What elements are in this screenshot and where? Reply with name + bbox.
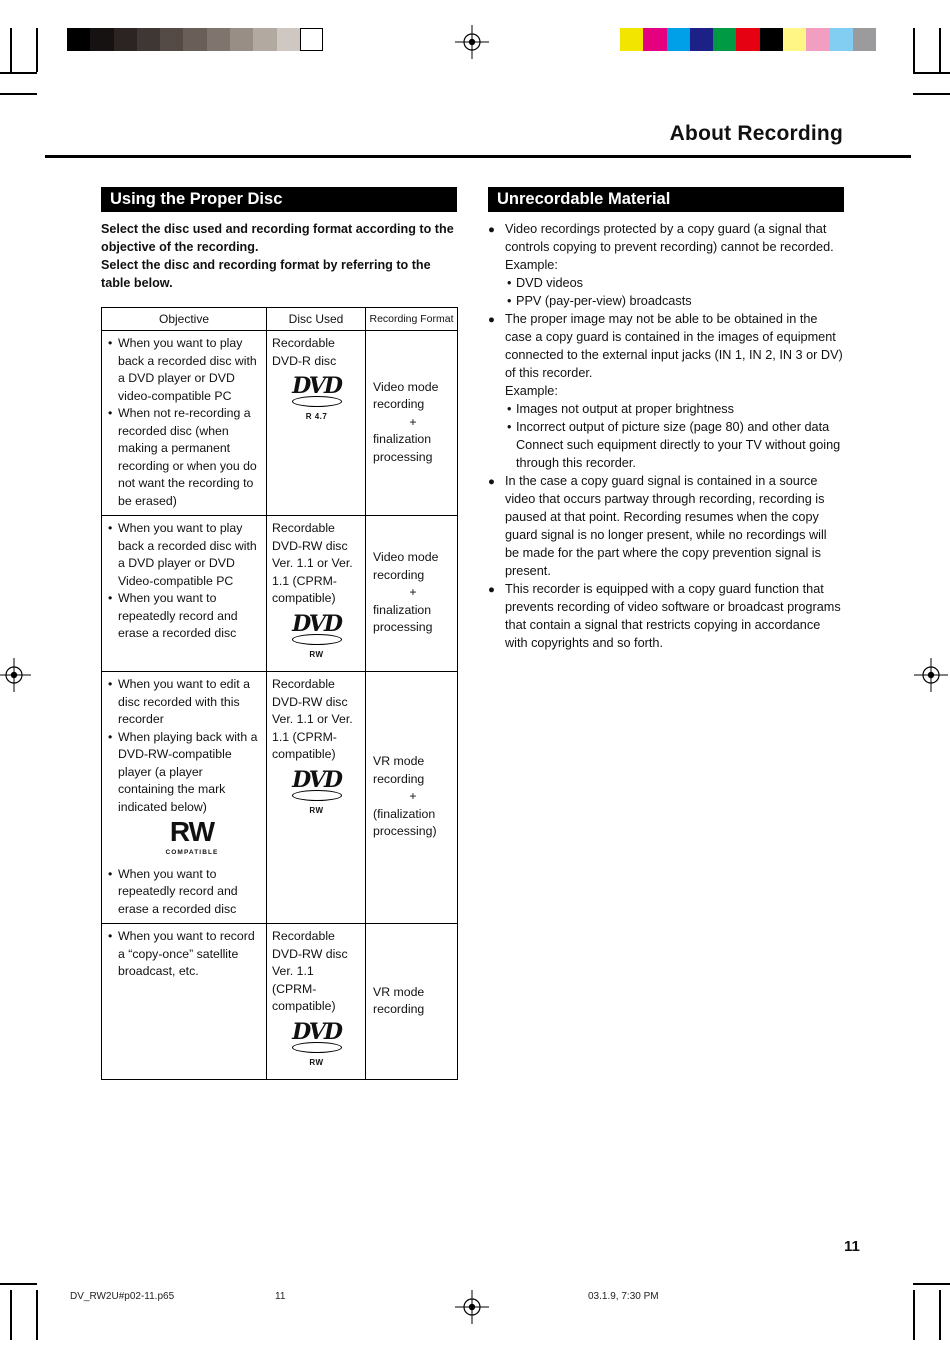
table-row (102, 672, 458, 924)
format-line: (finalization processing) (373, 806, 437, 839)
disc-text: Recordable DVD-RW disc Ver. 1.1 (CPRM-compatible) (272, 929, 348, 1013)
grayscale-swatch (300, 28, 323, 51)
dvd-logo-word: DVD (292, 610, 341, 637)
disc-used-cell (267, 924, 366, 1080)
header-rule (45, 155, 911, 158)
crop-mark (913, 1283, 950, 1285)
disc-format-table (101, 307, 458, 1080)
section-title-using-proper-disc: Using the Proper Disc (101, 187, 457, 212)
objective-cell (102, 516, 267, 672)
format-line: VR mode recording (373, 984, 425, 1016)
format-line: Video mode recording (373, 550, 439, 582)
example-bullet: • DVD videos (505, 274, 844, 292)
objective-item: • When you want to repeatedly record and erase a recorded disc (107, 590, 262, 643)
objective-item: • When you want to play back a recorded disc with a DVD player or DVD Video-compatible PC (107, 520, 262, 590)
color-swatch (690, 28, 713, 51)
crop-mark (10, 1290, 12, 1340)
color-swatch (806, 28, 829, 51)
color-swatch (783, 28, 806, 51)
rw-compatible-logo (153, 816, 231, 862)
disc-used-cell (267, 516, 366, 672)
dvd-logo-sub: R 4.7 (305, 412, 328, 421)
footer-file-name: DV_RW2U#p02-11.p65 (70, 1291, 175, 1302)
dvd-logo-sub: RW (309, 649, 324, 659)
table-row (102, 516, 458, 672)
grayscale-calibration-bar (67, 28, 323, 51)
format-line-plus: + (409, 585, 417, 600)
grayscale-swatch (230, 28, 253, 51)
rw-logo-word: RW (169, 816, 215, 847)
example-label: Example: (505, 384, 558, 398)
grayscale-swatch (160, 28, 183, 51)
crop-mark (0, 93, 37, 95)
list-item (488, 472, 844, 580)
example-bullet: • Incorrect output of picture size (page 80) and other data Connect such equipment directly to your TV without going through this recorder. (505, 418, 844, 472)
dvd-rw-logo (282, 1018, 352, 1072)
crop-mark (939, 1290, 941, 1340)
table-row (102, 331, 458, 516)
objective-cell (102, 924, 267, 1080)
recording-format-cell (366, 516, 458, 672)
crop-mark (913, 72, 950, 74)
recording-format-cell (366, 672, 458, 924)
grayscale-swatch (114, 28, 137, 51)
registration-mark-icon (914, 658, 948, 692)
objective-item: • When you want to play back a recorded disc with a DVD player or DVD video-compatible PC (107, 335, 262, 405)
crop-mark (10, 28, 12, 72)
intro-line-2: Select the disc and recording format by referring to the table below. (101, 258, 431, 290)
objective-item: • When not re-recording a recorded disc (when making a permanent recording or when you do not want the recording to be erased) (107, 405, 262, 510)
disc-used-cell (267, 331, 366, 516)
dvd-rw-logo (282, 610, 352, 664)
disc-text: Recordable DVD-RW disc Ver. 1.1 or Ver. 1.1 (CPRM-compatible) (272, 521, 353, 605)
grayscale-swatch (207, 28, 230, 51)
format-line-plus: + (409, 414, 417, 429)
objective-cell (102, 331, 267, 516)
dvd-logo-word: DVD (292, 766, 341, 793)
example-bullet: • Images not output at proper brightness (505, 400, 844, 418)
registration-mark-icon (0, 658, 31, 692)
disc-used-cell (267, 672, 366, 924)
table-header-row (102, 308, 458, 331)
color-calibration-bar (620, 28, 876, 51)
crop-mark (913, 28, 915, 72)
unrecordable-list (488, 220, 844, 652)
format-line: VR mode recording (373, 754, 425, 786)
grayscale-swatch (277, 28, 300, 51)
color-swatch (736, 28, 759, 51)
color-swatch (643, 28, 666, 51)
recording-format-cell (366, 924, 458, 1080)
recording-format-cell (366, 331, 458, 516)
dvd-logo-sub: RW (309, 805, 324, 815)
list-item (488, 310, 844, 472)
table-row (102, 924, 458, 1080)
column-header-disc-used: Disc Used (267, 308, 366, 331)
list-item (488, 220, 844, 310)
dvd-logo-sub: RW (309, 1057, 324, 1067)
list-item (488, 580, 844, 652)
crop-mark (36, 28, 38, 72)
crop-mark (0, 72, 37, 74)
registration-mark-icon (455, 25, 489, 59)
dvd-rw-logo (282, 766, 352, 820)
color-swatch (830, 28, 853, 51)
format-line-plus: + (409, 789, 417, 804)
crop-mark (36, 1290, 38, 1340)
dvd-r-logo (282, 373, 352, 426)
column-header-recording-format: Recording Format (366, 308, 458, 331)
footer-sheet-number: 11 (275, 1291, 286, 1302)
column-header-objective: Objective (102, 308, 267, 331)
example-label: Example: (505, 258, 558, 272)
objective-item: • When playing back with a DVD-RW-compatible player (a player containing the mark indicated below) (107, 729, 262, 817)
item-text: ● This recorder is equipped with a copy guard function that prevents recording of video software or broadcast programs that contain a signal that restricts copying in accordance with copyrights and so forth. (505, 582, 841, 650)
crop-mark (0, 1283, 37, 1285)
objective-cell (102, 672, 267, 924)
page-number: 11 (844, 1238, 860, 1255)
disc-text: Recordable DVD-RW disc Ver. 1.1 or Ver. 1.1 (CPRM-compatible) (272, 677, 353, 761)
color-swatch (620, 28, 643, 51)
color-swatch (713, 28, 736, 51)
item-text: ● Video recordings protected by a copy guard (a signal that controls copying to prevent recording) cannot be recorded. (505, 222, 834, 254)
color-swatch (667, 28, 690, 51)
crop-mark (913, 1290, 915, 1340)
objective-item: • When you want to record a “copy-once” satellite broadcast, etc. (107, 928, 262, 981)
format-line: finalization processing (373, 602, 433, 635)
disc-text: Recordable DVD-R disc (272, 336, 337, 368)
intro-text (101, 220, 457, 292)
color-swatch (853, 28, 876, 51)
crop-mark (939, 28, 941, 72)
crop-mark (913, 93, 950, 95)
left-column (101, 187, 457, 1080)
grayscale-swatch (67, 28, 90, 51)
grayscale-swatch (90, 28, 113, 51)
right-column (488, 187, 844, 652)
grayscale-swatch (183, 28, 206, 51)
registration-mark-icon (455, 1290, 489, 1324)
dvd-logo-word: DVD (292, 373, 341, 399)
grayscale-swatch (253, 28, 276, 51)
objective-item: • When you want to edit a disc recorded with this recorder (107, 676, 262, 729)
item-text: ● In the case a copy guard signal is contained in a source video that occurs partway through recording, recording is paused at that point. Recording resumes when the copy guard signal is no longer present, while no recordings will be made for the part where the copy prevention signal is present. (505, 474, 827, 578)
dvd-logo-word: DVD (292, 1018, 341, 1045)
objective-item: • When you want to repeatedly record and erase a recorded disc (107, 866, 262, 919)
format-line: finalization processing (373, 432, 433, 464)
intro-line-1: Select the disc used and recording format according to the objective of the recording. (101, 222, 454, 254)
example-bullet: • PPV (pay-per-view) broadcasts (505, 292, 844, 310)
section-title-unrecordable-material: Unrecordable Material (488, 187, 844, 212)
page-title: About Recording (669, 122, 843, 145)
footer-timestamp: 03.1.9, 7:30 PM (588, 1291, 659, 1302)
item-text: ● The proper image may not be able to be obtained in the case a copy guard is contained in the images of equipment connected to the external input jacks (IN 1, IN 2, IN 3 or DV) of this recorder. (505, 312, 843, 380)
rw-logo-sub: COMPATIBLE (165, 849, 219, 856)
grayscale-swatch (137, 28, 160, 51)
format-line: Video mode recording (373, 379, 439, 412)
color-swatch (760, 28, 783, 51)
